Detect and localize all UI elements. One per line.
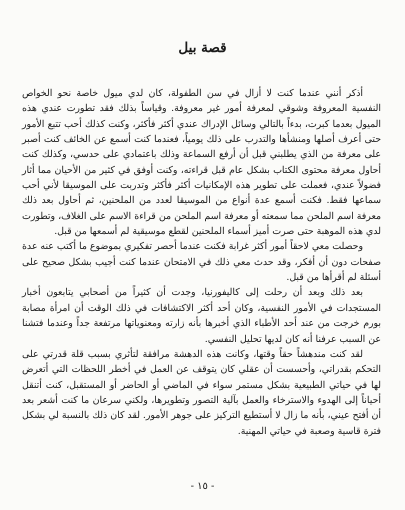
chapter-title: قصة بيل [178, 40, 227, 56]
page-number: - ١٥ - [190, 481, 215, 492]
body-text [22, 86, 381, 439]
paragraph-1: أذكر أنني عندما كنت لا أزال في سن الطفولة، كان لدي ميول خاصة نحو الخواص النفسية المعروفة وشوقي لمعرفة أمور غير معروفة. وقياساً بذلك فقد تطورت عندي هذه الميول بعدما كبرت، بدءاً بالتالي وسائل الإدراك عندي أكثر فأكثر، وكنت كذلك أحب تتبع الأمور حتى أعرف أصلها ومنشأها والتدرب على ذلك يومياً، فعندما كنت أسمع عن الخائف كنت أصبر على معرفة من الذي يطلبني قبل أن أرفع السماعة وذلك باعتمادي على حدسي، وكذلك كنت أحاول معرفة محتوى الكتاب بشكل عام قبل قراءته، وكنت أوفق في كثير من الأحيان مما أثار فضولاً عندي، فعملت على تطوير هذه الإمكانيات أكثر فأكثر وتدربت على الموسيقا لأني أحب سماعها فقط. فكنت أسمع عدة أنواع من الموسيقا لعدد من الملحنين، ثم أحاول بعد ذلك معرفة اسم الملحن مما سمعته أو معرفة اسم الملحن من قراءة الاسم على الغلاف، وتطورت لدي هذه الموهبة حتى صرت أميز أسماء الملحنين لقطع موسيقية لم أسمعها من قبل. [22, 88, 381, 238]
paragraph-3: بعد ذلك وبعد أن رحلت إلى كاليفورنيا، وجدت أن كثيراً من أصحابي يتابعون أخبار المستجدات في الأمور النفسية، وكان أحد أكثر الاكتشافات في ذلك الوقت أن امرأة مصابة بورم خرجت من عند أحد الأطباء الذي أخبرها بأنه زارته ومعنوياتها مرتفعة جداً وعندما فتشنا عن السبب عرفنا أنه كان لديها تحليل النفسي. [22, 287, 381, 345]
paragraph-4: لقد كنت مندهشاً حقاً وقتها، وكانت هذه الدهشة مرافقة لتأثري بسبب قلة قدرتي على التحكم بقدراتي، وأحسست أن عقلي كان يتوقف عن العمل في أخطر اللحظات التي أتعرض لها في حياتي الطبيعية بشكل مستمر سواء في الماضي أو الحاضر أو المستقبل، كنت أتنقل أحياناً إلى الهدوء والاسترخاء والعمل بآلية التصور وتطويرها، ولكني سرعان ما كنت أشعر بعد أن أفتح عيني، بأنه ما زال لا أستطيع التركيز على جوهر الأمور. لقد كان ذلك بالنسبة لي بشكل فترة قاسية وصعبة في حياتي المهنية. [22, 348, 381, 437]
paragraph-2: وحصلت معي لاحقاً أمور أكثر غرابة فكنت عندما أحصر تفكيري بموضوع ما أكتب عنه عدة صفحات دون أن أفكر، وقد حدث معي ذلك في الامتحان عندما كنت أجيب بشكل صحيح على أسئلة لم أقرأها من قبل. [22, 241, 381, 284]
